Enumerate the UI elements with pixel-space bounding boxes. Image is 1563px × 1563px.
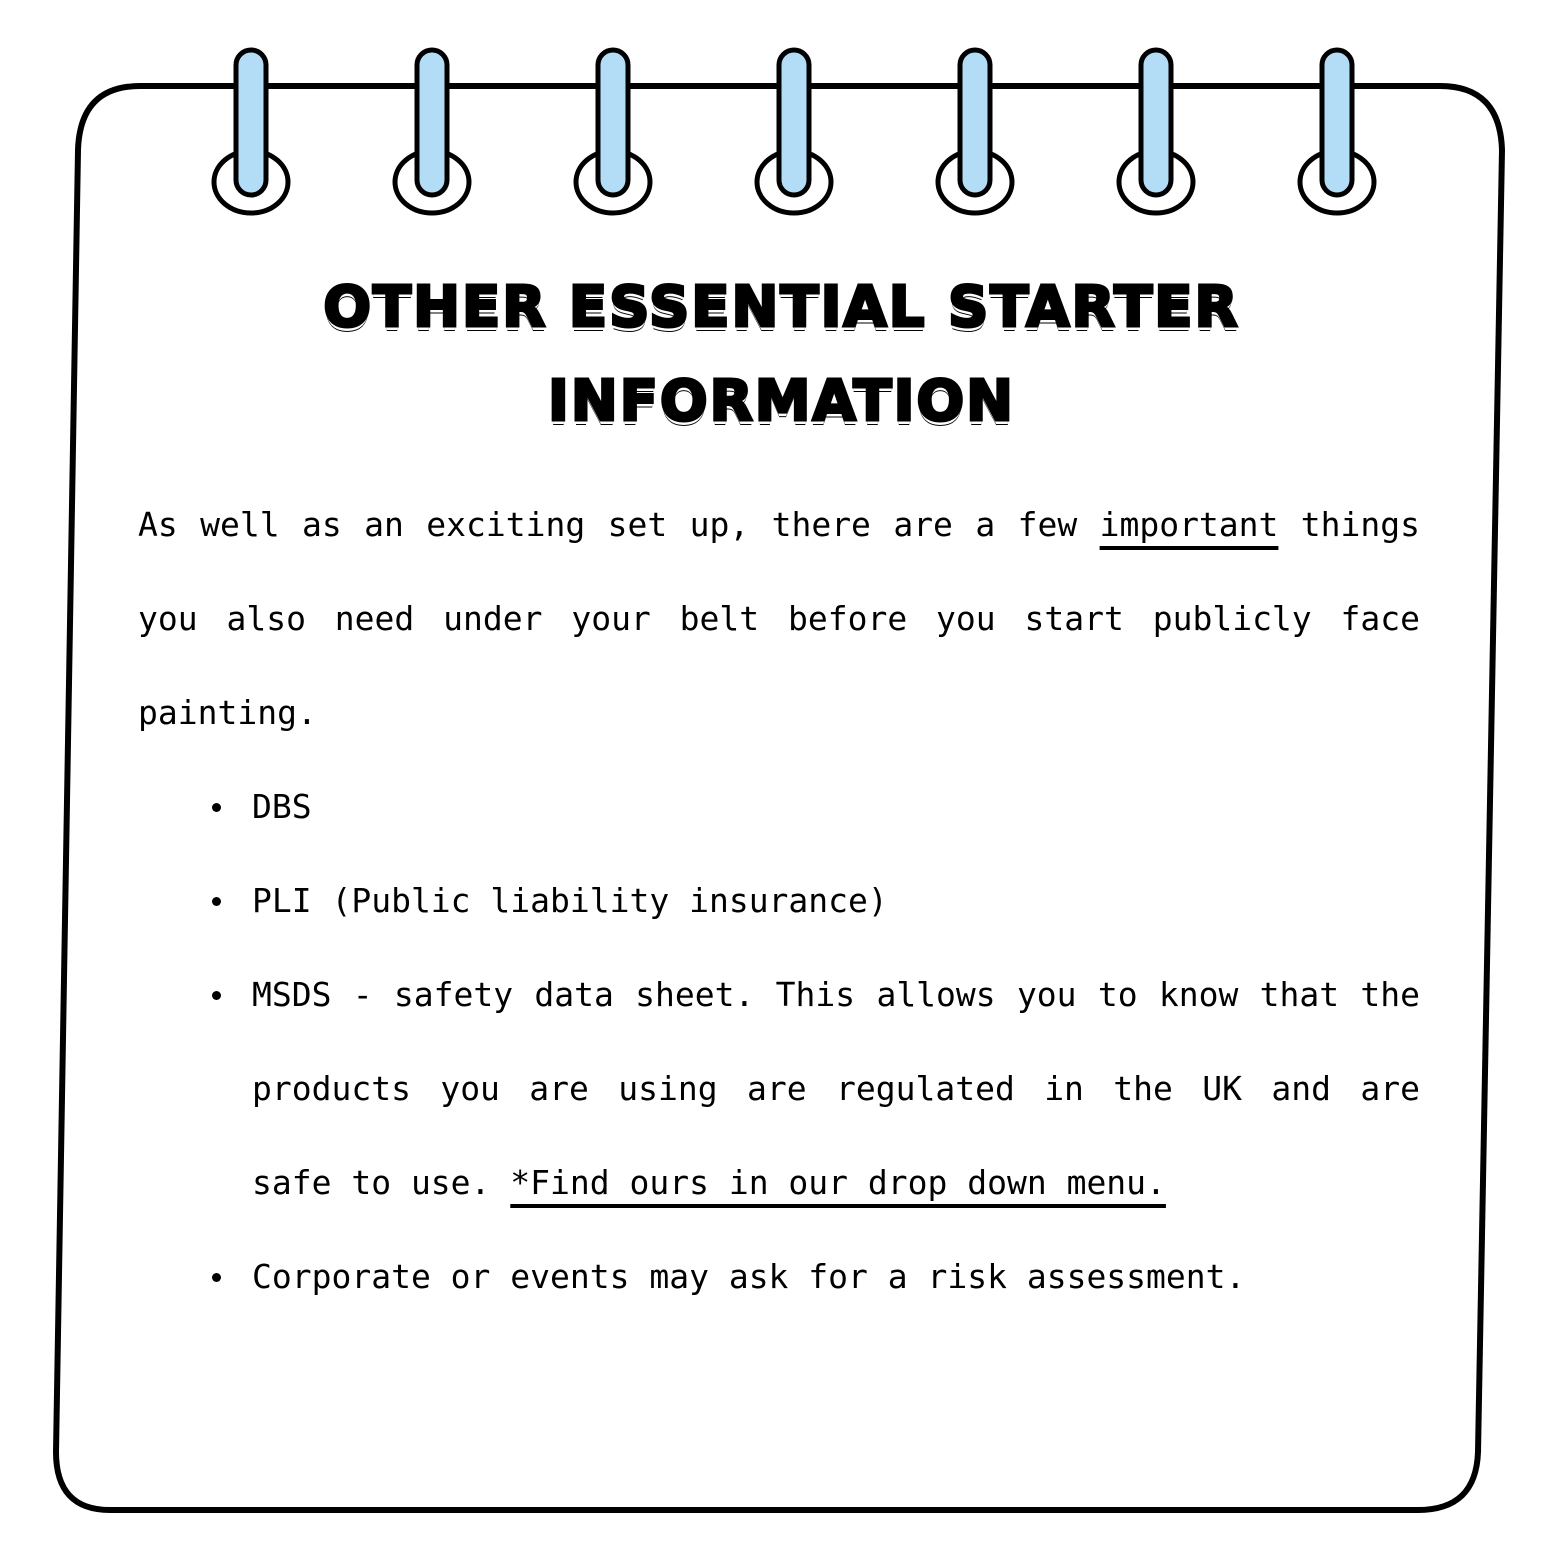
list-item-risk-assessment: Corporate or events may ask for a risk assessment. (252, 1230, 1420, 1324)
page-title-line-2: INFORMATION (548, 369, 1015, 434)
list-item-dbs: DBS (252, 760, 1420, 854)
intro-text-underlined: important (1099, 505, 1279, 544)
intro-text-before: As well as an exciting set up, there are a few (138, 505, 1100, 544)
intro-text-after: things you also need under your belt before you start publicly face painting. (138, 505, 1421, 732)
page-title-line-1: OTHER ESSENTIAL STARTER (323, 275, 1240, 340)
msds-note: *Find ours in our drop down menu. (510, 1163, 1166, 1202)
list-item-msds: MSDS - safety data sheet. This allows you to know that the products you are using are regulated in the UK and are safe to use. *Find ours in our drop down menu. (252, 948, 1420, 1230)
list-item-pli: PLI (Public liability insurance) (252, 854, 1420, 948)
requirements-list (252, 760, 1420, 1324)
intro-paragraph (138, 478, 1420, 760)
